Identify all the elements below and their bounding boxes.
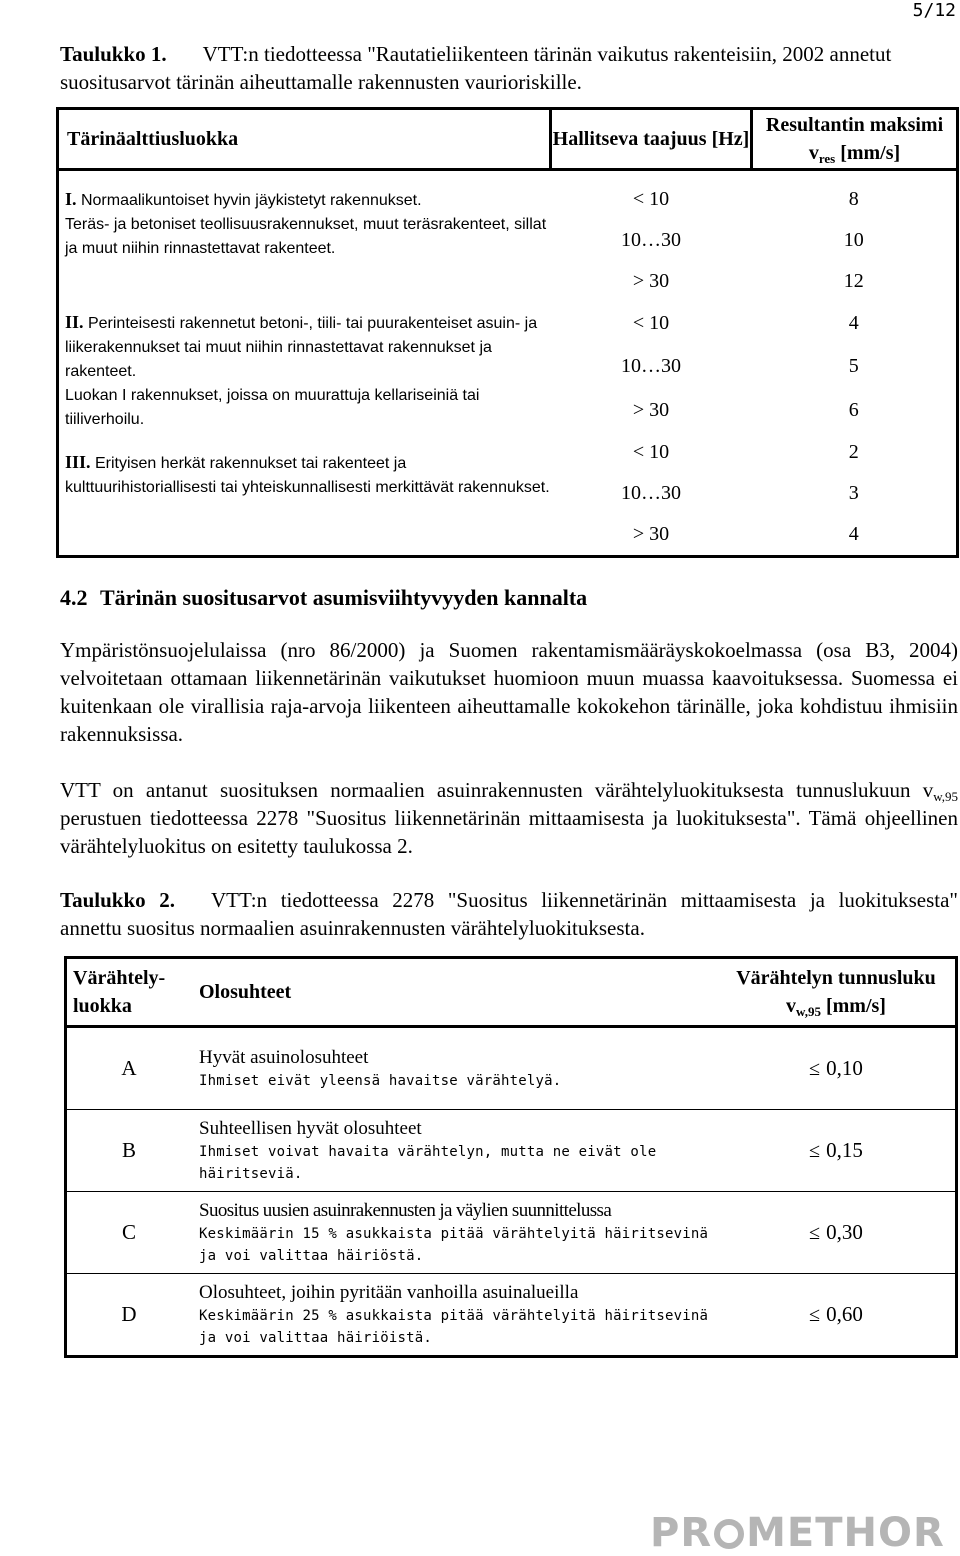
table2-caption-label: Taulukko 2. <box>60 888 175 912</box>
header-value-sym: v <box>786 995 797 1017</box>
paragraph-2 <box>60 776 958 860</box>
value-cell <box>717 1192 957 1274</box>
header-frequency: Hallitseva taajuus [Hz] <box>551 109 752 170</box>
value-cell <box>717 1027 957 1110</box>
table-row <box>66 1027 957 1110</box>
value-text: 0,15 <box>826 1138 863 1162</box>
table1-caption-label: Taulukko 1. <box>60 42 167 66</box>
header-resultant-label: Resultantin maksimi <box>765 114 944 136</box>
class-text-2: Luokan I rakennukset, joissa on muurattuja kellariseiniä tai tiiliverhoilu. <box>65 387 480 428</box>
class-num: I. <box>65 189 77 209</box>
value-cell <box>717 1274 957 1357</box>
table-row <box>66 1192 957 1274</box>
header-value <box>717 958 957 1027</box>
header-resultant <box>752 109 958 170</box>
section-heading <box>60 585 587 611</box>
freq-cell: 10…30 <box>621 355 681 378</box>
table1-caption-text: VTT:n tiedotteessa "Rautatieliikenteen tärinän vaikutus rakenteisiin, 2002 annetut suositusarvot tärinän aiheuttamalle rakennusten vaurioriskille. <box>60 42 892 94</box>
class-cell: D <box>66 1274 192 1357</box>
header-resultant-sym: v <box>808 142 819 164</box>
section-number: 4.2 <box>60 585 88 610</box>
table-row <box>58 432 958 473</box>
freq-cell: > 30 <box>632 523 670 545</box>
class-text: Perinteisesti rakennetut betoni-, tiili- tai puurakenteiset asuin- ja liikerakennukset tai muut niihin rinnastettavat rakennukset ja rakenteet. <box>65 315 538 380</box>
condition-desc: Keskimäärin 15 % asukkaista pitää värähtelyitä häiritsevinä ja voi valittaa häiriöstä. <box>199 1225 709 1264</box>
vibration-risk-table <box>56 107 959 558</box>
condition-title: Olosuhteet, joihin pyritään vanhoilla asuinalueilla <box>199 1281 579 1303</box>
condition-title: Suhteellisen hyvät olosuhteet <box>199 1117 422 1139</box>
table-row <box>58 179 958 220</box>
value-cell: 6 <box>848 398 859 421</box>
class-text: Normaalikuntoiset hyvin jäykistetyt rakennukset. <box>80 192 422 209</box>
condition-desc: Keskimäärin 25 % asukkaista pitää värähtelyitä häiritsevinä ja voi valittaa häiriöistä. <box>199 1307 709 1346</box>
freq-cell: < 10 <box>632 188 670 210</box>
paragraph-2-before: VTT on antanut suosituksen normaalien asuinrakennusten värähtelyluokituksesta tunnuslukuun v <box>60 778 934 802</box>
paragraph-2-sub: w,95 <box>933 789 958 804</box>
value-cell: 10 <box>843 229 864 251</box>
header-value-1: Värähtelyn tunnusluku <box>736 967 936 989</box>
table-row <box>58 302 958 345</box>
class-cell-2 <box>58 302 551 432</box>
table2-caption <box>60 886 958 942</box>
freq-cell: 10…30 <box>621 482 681 504</box>
value-text: 0,60 <box>826 1302 863 1326</box>
header-conditions: Olosuhteet <box>191 958 717 1027</box>
vibration-class-table <box>64 956 958 1358</box>
class-num: III. <box>65 452 91 472</box>
freq-cell: > 30 <box>632 398 670 421</box>
freq-cell: > 30 <box>632 270 670 292</box>
table-row <box>66 1274 957 1357</box>
conditions-cell <box>191 1027 717 1110</box>
header-vibration-class <box>66 958 192 1027</box>
condition-title: Hyvät asuinolosuhteet <box>199 1046 369 1068</box>
leq-symbol: ≤ <box>809 1222 821 1244</box>
value-cell: 4 <box>848 312 859 335</box>
value-text: 0,10 <box>826 1056 863 1080</box>
header-class-2: luokka <box>73 995 132 1017</box>
leq-symbol: ≤ <box>809 1304 821 1326</box>
section-title: Tärinän suositusarvot asumisviihtyvyyden kannalta <box>100 585 588 610</box>
header-value-sub: w,95 <box>796 1004 821 1019</box>
leq-symbol: ≤ <box>809 1140 821 1162</box>
paragraph-1: Ympäristönsuojelulaissa (nro 86/2000) ja Suomen rakentamismääräyskokoelmassa (osa B3, 2004) velvoitetaan ottamaan liikennetärinän vaikutukset huomioon muun muassa kaavoituksessa. Suomessa ei kuitenkaan ole virallisia raja-arvoja liikenteen aiheuttamalle kokokehon tärinälle, joka kohdistuu ihmisiin rakennuksissa. <box>60 638 958 746</box>
freq-cell: < 10 <box>632 312 670 335</box>
header-class: Tärinäalttiusluokka <box>58 109 551 170</box>
table1-header-row <box>58 109 958 170</box>
freq-cell: < 10 <box>632 441 670 463</box>
value-cell: 8 <box>848 188 859 210</box>
value-cell <box>717 1110 957 1192</box>
header-resultant-sub: res <box>818 151 836 166</box>
value-cell: 5 <box>848 355 859 378</box>
promethor-logo <box>650 1510 945 1556</box>
logo-ring-icon <box>714 1519 744 1549</box>
freq-cell: 10…30 <box>621 229 681 251</box>
conditions-cell <box>191 1274 717 1357</box>
class-cell-3 <box>58 432 551 557</box>
table2-caption-text: VTT:n tiedotteessa 2278 "Suositus liikennetärinän mittaamisesta ja luokituksesta" annettu suositus normaalien asuinrakennusten värähtelyluokituksesta. <box>60 888 958 940</box>
value-text: 0,30 <box>826 1220 863 1244</box>
class-cell: A <box>66 1027 192 1110</box>
header-value-unit: [mm/s] <box>820 995 886 1017</box>
value-cell: 3 <box>848 482 859 504</box>
condition-desc: Ihmiset eivät yleensä havaitse värähtelyä. <box>199 1072 562 1089</box>
class-cell-1 <box>58 179 551 302</box>
leq-symbol: ≤ <box>809 1058 821 1080</box>
class-cell: B <box>66 1110 192 1192</box>
header-class-1: Värähtely- <box>73 967 166 989</box>
value-cell: 2 <box>848 441 859 463</box>
header-resultant-unit: [mm/s] <box>835 142 901 164</box>
class-text: Erityisen herkät rakennukset tai rakenteet ja kulttuurihistoriallisesti tai yhteiskunnallisesti merkittävät rakennukset. <box>65 455 550 496</box>
paragraph-2-after: perustuen tiedotteessa 2278 "Suositus liikennetärinän mittaamisesta ja luokituksesta". Tämä ohjeellinen värähtelyluokitus on esitetty taulukossa 2. <box>60 806 958 858</box>
class-cell: C <box>66 1192 192 1274</box>
conditions-cell <box>191 1192 717 1274</box>
value-cell: 12 <box>843 270 864 292</box>
condition-desc: Ihmiset voivat havaita värähtelyn, mutta ne eivät ole häiritseviä. <box>199 1143 657 1182</box>
table1-caption <box>60 40 958 96</box>
logo-text-after: METHOR <box>746 1510 945 1556</box>
conditions-cell <box>191 1110 717 1192</box>
table2-header-row <box>66 958 957 1027</box>
value-cell: 4 <box>848 523 859 545</box>
page-number: 5/12 <box>912 0 956 21</box>
logo-text-before: PR <box>650 1510 713 1556</box>
table-row <box>66 1110 957 1192</box>
class-text-2: Teräs- ja betoniset teollisuusrakennukset, muut teräsrakenteet, sillat ja muut niihin rinnastettavat rakenteet. <box>65 216 547 257</box>
condition-title: Suositus uusien asuinrakennusten ja väylien suunnittelussa <box>199 1199 612 1221</box>
class-num: II. <box>65 312 84 332</box>
